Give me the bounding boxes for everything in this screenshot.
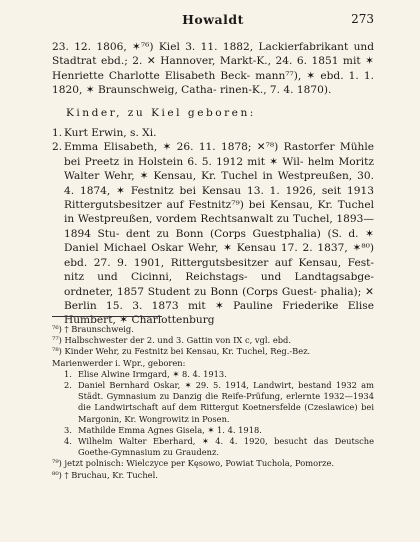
text-line: ebd. 27. 9. 1901, Rittergutsbesitzer auf Kensau, Fest- bbox=[64, 256, 374, 269]
footnote-child-text bbox=[78, 436, 374, 458]
text-line: Friederike Elise Humbert, ✶ Charlottenburg bbox=[64, 299, 374, 327]
footnote-divider bbox=[52, 316, 162, 317]
footnote-child-3 bbox=[52, 425, 374, 436]
child-text bbox=[64, 126, 374, 140]
text-line: Kensau 13. 1. 1926, seit 1913 Rittergutsbesitzer auf bbox=[64, 184, 374, 212]
footnote-76: ⁷⁶) † Braunschweig. bbox=[52, 324, 134, 334]
child-number: 1. bbox=[52, 127, 63, 140]
footnote-78-continuation: Marienwerder i. Wpr., geboren: bbox=[52, 357, 186, 368]
footnote-78: ⁷⁸) Kinder Wehr, zu Festnitz bei Kensau, Kr. Tuchel, Reg.-Bez. bbox=[52, 346, 311, 357]
page-header bbox=[52, 12, 374, 30]
text-line: Koetnersfelde (Czeslawice) bei Margonin, Kr. Wongrowitz bbox=[78, 402, 374, 424]
text-line: Daniel Bernhard Oskar, ✶ 29. 5. 1914, Landwirt, bestand bbox=[78, 380, 332, 391]
footnote-child-1 bbox=[52, 369, 374, 380]
text-line: Michael Oskar Wehr, ✶ Kensau 17. 2. 1837, ✶⁸⁰) bbox=[103, 242, 374, 255]
text-line: Festnitz⁷⁹) bei Kensau, Kr. Tuchel in Westpreußen, bbox=[64, 199, 374, 226]
text-line: Wilhelm Walter Eberhard, ✶ 4. 4. 1920, besucht das bbox=[78, 436, 329, 447]
child-entry-2 bbox=[52, 140, 374, 327]
text-line: Emma Elisabeth, ✶ 26. 11. 1878; ✕⁷⁸) Rastorfer bbox=[64, 141, 335, 154]
text-line: Elise Alwine Irmgard, ✶ 8. 4. 1913. bbox=[78, 368, 227, 379]
page-number: 273 bbox=[351, 12, 374, 26]
text-line: in Posen. bbox=[191, 413, 230, 424]
child-number: 2. bbox=[52, 141, 63, 154]
footnote-child-number: 4. bbox=[64, 436, 72, 447]
footnote-child-number: 3. bbox=[64, 424, 72, 435]
text-line: und Stadtrat ebd.; 2. ✕ Hannover, Markt-K., 24. 6. bbox=[52, 41, 374, 68]
text-line: Mühle bei Preetz in Holstein 6. 5. 1912 mit ✶ Wil- bbox=[64, 141, 374, 168]
footnotes bbox=[52, 324, 374, 481]
text-line: Mathilde Emma Agnes Gisela, ✶ 1. 4. 1918. bbox=[78, 424, 262, 435]
text-line: 23. 12. 1806, ✶⁷⁶) Kiel 3. 11. 1882, Lackierfabrikant bbox=[52, 41, 349, 53]
text-line: dent zu Bonn (Corps Guestphalia) (S. d. ✶ Daniel bbox=[64, 227, 374, 255]
text-line: phalia); ✕ Berlin 15. 3. 1873 mit ✶ Pauline bbox=[64, 285, 375, 312]
text-line: helm Moritz Walter Wehr, ✶ Kensau, Kr. bbox=[64, 155, 374, 183]
children-heading: Kinder, zu Kiel geboren: bbox=[66, 106, 256, 119]
text-line: Tuchel in Westpreußen, 30. 4. 1874, ✶ Festnitz bei bbox=[64, 170, 374, 197]
text-line: rinen-K., 7. 4. 1870). bbox=[219, 84, 332, 97]
intro-paragraph bbox=[52, 40, 374, 98]
footnote-child-text bbox=[78, 369, 374, 380]
footnote-child-4 bbox=[52, 436, 374, 458]
footnote-child-number: 2. bbox=[64, 380, 72, 391]
child-entry-1 bbox=[52, 126, 374, 140]
footnote-child-number: 1. bbox=[64, 368, 72, 379]
child-text bbox=[64, 140, 374, 327]
text-line: Deutsche Goethe-Gymnasium zu Graudenz. bbox=[78, 436, 375, 458]
text-line: vordem Rechtsanwalt zu Tuchel, 1893—1894 Stu- bbox=[64, 213, 374, 240]
running-title: Howaldt bbox=[182, 12, 244, 27]
footnote-79: ⁷⁹) jetzt polnisch: Wielczyce per Kęsowo, Powiat Tuchola, Pomorze. bbox=[52, 458, 335, 469]
footnote-child-text bbox=[78, 380, 374, 425]
footnote-80: ⁸⁰) † Bruchau, Kr. Tuchel. bbox=[52, 469, 158, 480]
footnote-77: ⁷⁷) Halbschwester der 2. und 3. Gattin von IX c, vgl. ebd. bbox=[52, 335, 291, 346]
text-line: nitz und Cicinni, Reichstags- und Landtagsabge- bbox=[64, 271, 374, 284]
footnote-child-2 bbox=[52, 380, 374, 425]
text-line: erlernte 1932—1934 die Landwirtschaft auf dem Rittergut bbox=[78, 391, 374, 413]
text-line: 1932 am Städt. Gymnasium zu Danzig die Reife-Prüfung, bbox=[78, 380, 374, 402]
text-line: 1851 mit ✶ Henriette Charlotte Elisabeth Beck- bbox=[52, 55, 374, 82]
footnote-child-text bbox=[78, 425, 374, 436]
main-text bbox=[52, 40, 374, 328]
text-line: Kurt Erwin, s. Xi. bbox=[64, 127, 157, 140]
text-line: mann⁷⁷), ✶ ebd. 1. 1. 1820, ✶ Braunschweig, Catha- bbox=[52, 69, 374, 97]
book-page bbox=[52, 0, 374, 542]
text-line: ordneter, 1857 Student zu Bonn (Corps Guest- bbox=[64, 285, 317, 298]
